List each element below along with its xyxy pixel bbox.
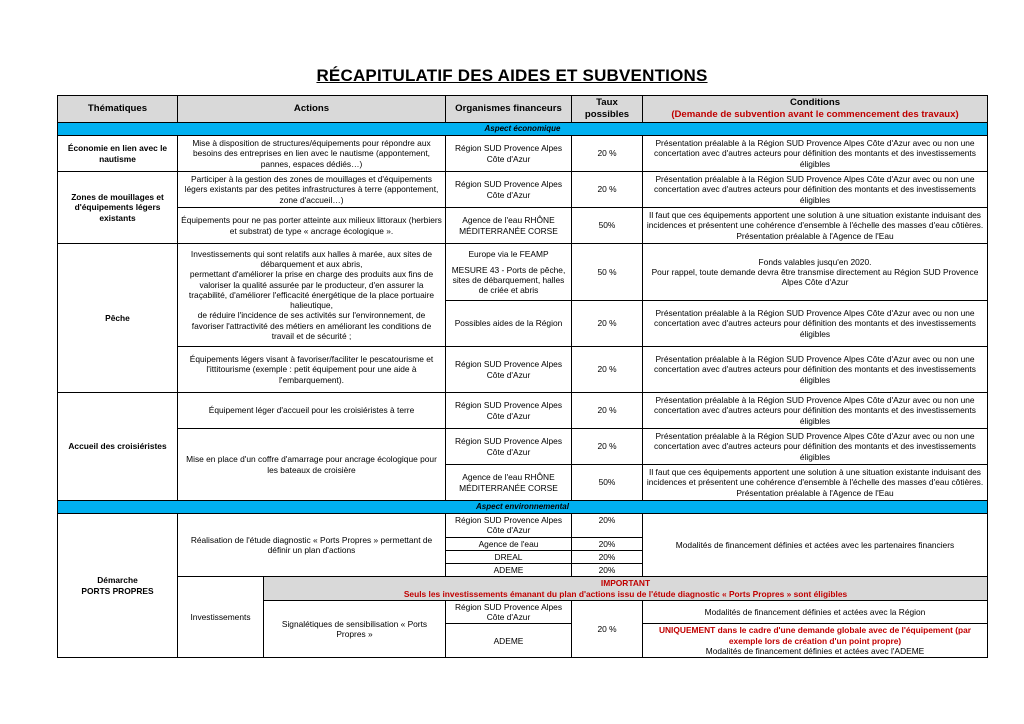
condition-cell: Présentation préalable à la Région SUD Provence Alpes Côte d'Azur avec ou non une concertation avec d'autres acteurs pour définition des montants et des investissements éligibles	[643, 301, 988, 347]
taux-cell: 20 %	[572, 136, 643, 172]
taux-cell: 20 %	[572, 600, 643, 657]
organisme-cell: Région SUD Provence Alpes Côte d'Azur	[446, 172, 572, 208]
condition-cell: Présentation préalable à la Région SUD Provence Alpes Côte d'Azur avec ou non une concertation avec d'autres acteurs pour définition des montants et des investissements éligibles	[643, 429, 988, 465]
taux-cell: 20%	[572, 514, 643, 538]
taux-cell: 20 %	[572, 301, 643, 347]
table-row	[58, 429, 988, 465]
organisme-cell: Agence de l'eau	[446, 537, 572, 550]
theme-text-2: PORTS PROPRES	[81, 585, 154, 596]
organisme-cell: DREAL	[446, 550, 572, 563]
organisme-cell: Région SUD Provence Alpes Côte d'Azur	[446, 393, 572, 429]
theme-peche: Pêche	[58, 244, 178, 393]
organisme-cell: ADEME	[446, 624, 572, 658]
theme-economie: Économie en lien avec le nautisme	[58, 136, 178, 172]
organisme-cell: Région SUD Provence Alpes Côte d'Azur	[446, 514, 572, 538]
organisme-cell: Possibles aides de la Région	[446, 301, 572, 347]
action-cell: Signalétiques de sensibilisation « Ports Propres »	[264, 600, 446, 657]
condition-cell: Présentation préalable à la Région SUD Provence Alpes Côte d'Azur avec ou non une concertation avec d'autres acteurs pour définition des montants et des investissements éligibles	[643, 136, 988, 172]
action-cell: Équipements pour ne pas porter atteinte aux milieux littoraux (herbiers et substrat) de type « ancrage écologique ».	[178, 208, 446, 244]
table-row	[58, 244, 988, 301]
action-cell: Équipement léger d'accueil pour les croisiéristes à terre	[178, 393, 446, 429]
organisme-cell: ADEME	[446, 564, 572, 577]
condition-cell	[643, 624, 988, 658]
investissements-label: Investissements	[178, 577, 264, 658]
header-actions: Actions	[178, 96, 446, 123]
condition-text: Il faut que ces équipements apportent une solution à une situation existante induisant des incidences et présentent une cohérence d'ensemble à l'échelle des masses d'eau côtières.	[646, 467, 984, 488]
condition-cell: Modalités de financement définies et actées avec la Région	[643, 600, 988, 624]
organisme-cell: Région SUD Provence Alpes Côte d'Azur	[446, 600, 572, 624]
taux-cell: 20%	[572, 537, 643, 550]
header-conditions-note: (Demande de subvention avant le commencement des travaux)	[671, 109, 959, 120]
condition-text: Il faut que ces équipements apportent une solution à une situation existante induisant des incidences et présentent une cohérence d'ensemble à l'échelle des masses d'eau côtières.	[646, 210, 984, 231]
header-thematiques: Thématiques	[58, 96, 178, 123]
taux-cell: 20%	[572, 550, 643, 563]
action-text-1: Investissements qui sont relatifs aux halles à marée, aux sites de débarquement et aux abris,	[190, 248, 433, 270]
organisme-cell: Région SUD Provence Alpes Côte d'Azur	[446, 347, 572, 393]
condition-warning: UNIQUEMENT dans le cadre d'une demande globale avec de l'équipement (par exemple lors de création d'un point propre)	[658, 625, 972, 646]
action-cell: Participer à la gestion des zones de mouillages et d'équipements légers existants par des petites infrastructures à terre (appontement, zone d'accueil…)	[178, 172, 446, 208]
action-cell: Réalisation de l'étude diagnostic « Ports Propres » permettant de définir un plan d'actions	[178, 514, 446, 577]
table-row	[58, 136, 988, 172]
taux-cell: 20 %	[572, 347, 643, 393]
taux-cell: 50%	[572, 465, 643, 501]
action-text-2: permettant d'améliorer la prise en charge des produits aux fins de valoriser la qualité assurée par le producteur, d'en assurer la traçabilité, d'améliorer l'efficacité énergétique de la place portuaire halieutique,	[188, 269, 435, 311]
condition-cell	[643, 244, 988, 301]
organisme-cell: Région SUD Provence Alpes Côte d'Azur	[446, 136, 572, 172]
section-row-environnemental	[58, 501, 988, 514]
table-row	[58, 514, 988, 538]
theme-accueil-croisieristes: Accueil des croisiéristes	[58, 393, 178, 501]
condition-cell: Présentation préalable à la Région SUD Provence Alpes Côte d'Azur avec ou non une concertation avec d'autres acteurs pour définition des montants et des investissements éligibles	[643, 347, 988, 393]
organisme-cell	[446, 244, 572, 301]
header-taux: Taux possibles	[572, 96, 643, 123]
condition-cell: Présentation préalable à la Région SUD Provence Alpes Côte d'Azur avec ou non une concertation avec d'autres acteurs pour définition des montants et des investissements éligibles	[643, 393, 988, 429]
taux-cell: 50%	[572, 208, 643, 244]
page-title: RÉCAPITULATIF DES AIDES ET SUBVENTIONS	[316, 66, 708, 85]
organisme-cell: Région SUD Provence Alpes Côte d'Azur	[446, 429, 572, 465]
action-cell: Équipements légers visant à favoriser/faciliter le pescatourisme et l'ittitourisme (exemple : petit équipement pour une aide à l'embarquement).	[178, 347, 446, 393]
section-environnemental: Aspect environnemental	[58, 501, 988, 514]
important-text: Seuls les investissements émanant du plan d'actions issu de l'étude diagnostic « Ports Propres » sont éligibles	[403, 588, 848, 599]
theme-text-1: Démarche	[97, 575, 138, 586]
organisme-cell: Agence de l'eau RHÔNE MÉDITERRANÉE CORSE	[446, 208, 572, 244]
important-title: IMPORTANT	[600, 578, 651, 589]
taux-cell: 50 %	[572, 244, 643, 301]
condition-text-2: Présentation préalable à l'Agence de l'Eau	[736, 487, 894, 498]
theme-demarche-ports-propres	[58, 514, 178, 658]
section-economique: Aspect économique	[58, 123, 988, 136]
table-row	[58, 208, 988, 244]
table-row	[58, 172, 988, 208]
condition-text: Fonds valables jusqu'en 2020.	[758, 256, 872, 267]
action-cell: Mise en place d'un coffre d'amarrage pour ancrage écologique pour les bateaux de croisière	[178, 429, 446, 501]
table-row	[58, 577, 988, 601]
condition-text: Modalités de financement définies et actées avec l'ADEME	[705, 645, 925, 656]
table-row	[58, 393, 988, 429]
organisme-text-2: MESURE 43 - Ports de pêche, sites de débarquement, halles de criée et abris	[451, 264, 566, 296]
condition-cell: Présentation préalable à la Région SUD Provence Alpes Côte d'Azur avec ou non une concertation avec d'autres acteurs pour définition des montants et des investissements éligibles	[643, 172, 988, 208]
organisme-text-1: Europe via le FEAMP	[468, 248, 549, 259]
theme-zones-mouillages: Zones de mouillages et d'équipements légers existants	[58, 172, 178, 244]
condition-text-2: Pour rappel, toute demande devra être transmise directement au Région SUD Provence Alpes Côte d'Azur	[651, 266, 979, 288]
action-cell: Mise à disposition de structures/équipements pour répondre aux besoins des entreprises en lien avec le nautisme (appontement, pannes, espaces dédiés…)	[178, 136, 446, 172]
condition-text-2: Présentation préalable à l'Agence de l'Eau	[736, 230, 894, 241]
subsidies-table	[57, 95, 988, 658]
section-row-economique	[58, 123, 988, 136]
important-banner	[264, 577, 988, 601]
header-row	[58, 96, 988, 123]
condition-cell	[643, 465, 988, 501]
action-cell	[178, 244, 446, 347]
action-text-3: de réduire l'incidence de ses activités sur l'environnement, de favoriser l'attractivité des métiers en améliorant les conditions de travail et de sécurité ;	[191, 310, 432, 341]
header-conditions	[643, 96, 988, 123]
taux-cell: 20 %	[572, 429, 643, 465]
header-organismes: Organismes financeurs	[446, 96, 572, 123]
taux-cell: 20%	[572, 564, 643, 577]
taux-cell: 20 %	[572, 172, 643, 208]
organisme-cell: Agence de l'eau RHÔNE MÉDITERRANÉE CORSE	[446, 465, 572, 501]
condition-cell: Modalités de financement définies et actées avec les partenaires financiers	[643, 514, 988, 577]
table-row	[58, 347, 988, 393]
header-conditions-label: Conditions	[789, 97, 841, 109]
taux-cell: 20 %	[572, 393, 643, 429]
condition-cell	[643, 208, 988, 244]
